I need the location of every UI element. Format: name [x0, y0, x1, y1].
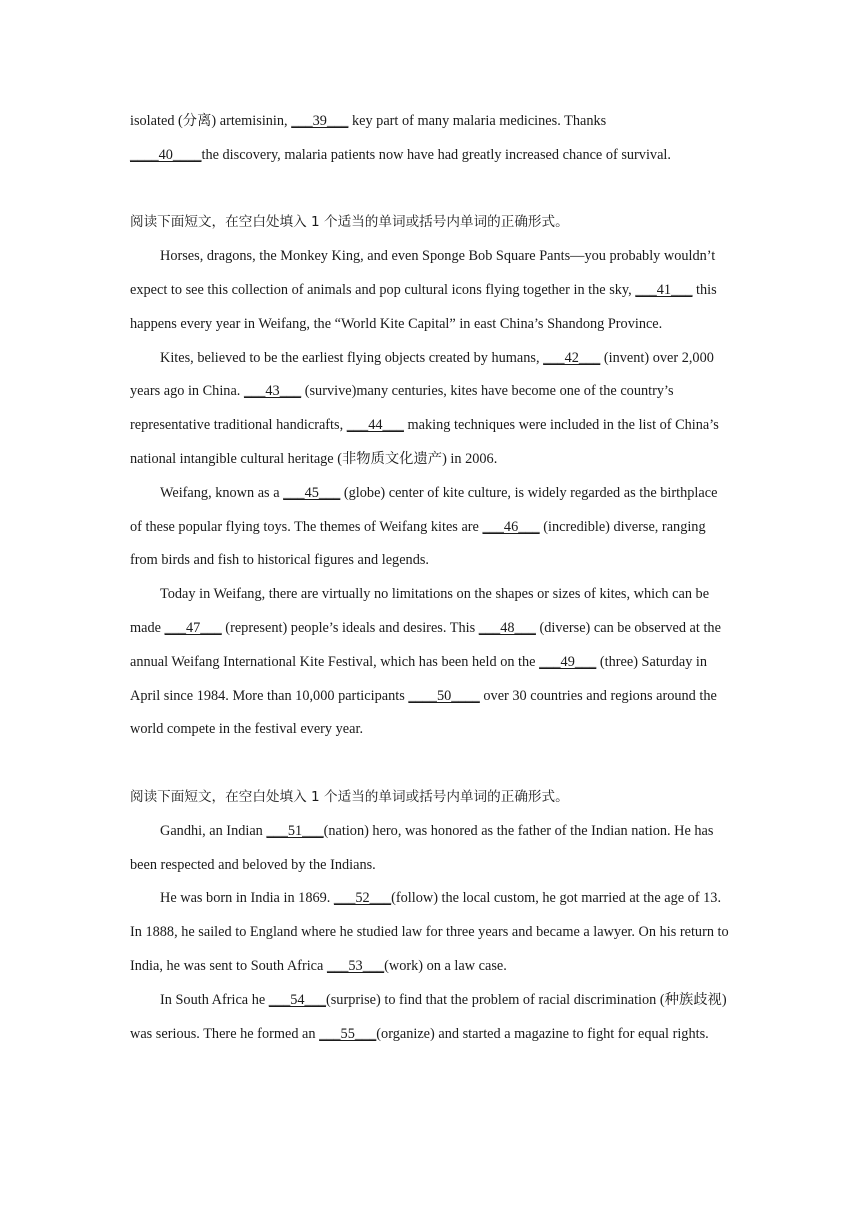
paragraph: Kites, believed to be the earliest flying objects created by humans, ___42___ (invent) over 2,000 years ago in China. ___43___ (survive)many centuries, kites have become one of the country’s representative traditional handicrafts, ___44___ making techniques were included in the list of China’s national intangible cultural heritage (非物质文化遗产) in 2006.	[130, 349, 719, 467]
section-instruction: 阅读下面短文，在空白处填入 1 个适当的单词或括号内单词的正确形式。	[130, 788, 569, 805]
section-gandhi	[130, 781, 730, 1051]
paragraph: Today in Weifang, there are virtually no limitations on the shapes or sizes of kites, which can be made ___47___ (represent) people’s ideals and desires. This ___48___ (diverse) can be observed at the annual Weifang International Kite Festival, which has been held on the ___49___ (three) Saturday in April since 1984. More than 10,000 participants ____50____ over 30 countries and regions around the world compete in the festival every year.	[130, 586, 721, 738]
blank-46[interactable]: ___46___	[482, 518, 540, 535]
passage-line: isolated (分离) artemisinin, ___39___ key part of many malaria medicines. Thanks	[130, 113, 607, 129]
page-content	[130, 105, 730, 1051]
paragraph: Gandhi, an Indian ___51___(nation) hero, was honored as the father of the Indian nation. He has been respected and beloved by the Indians.	[130, 822, 714, 873]
paragraph: Weifang, known as a ___45___ (globe) center of kite culture, is widely regarded as the birthplace of these popular flying toys. The themes of Weifang kites are ___46___ (incredible) diverse, ranging from birds and fish to historical figures and legends.	[130, 484, 718, 569]
paragraph: He was born in India in 1869. ___52___(follow) the local custom, he got married at the age of 13. In 1888, he sailed to England where he studied law for three years and became a lawyer. On his return to India, he was sent to South Africa ___53___(work) on a law case.	[130, 890, 729, 974]
blank-42[interactable]: ___42___	[543, 349, 601, 366]
blank-54[interactable]: ___54___	[268, 991, 326, 1008]
blank-45[interactable]: ___45___	[283, 484, 341, 501]
blank-43[interactable]: ___43___	[243, 383, 302, 400]
blank-39[interactable]: ___39___	[291, 113, 349, 129]
blank-48[interactable]: ___48___	[478, 619, 536, 636]
blank-55[interactable]: ___55___	[319, 1025, 377, 1042]
blank-52[interactable]: ___52___	[333, 890, 392, 907]
blank-51[interactable]: ___51___	[266, 822, 324, 839]
section-weifang-kites	[130, 206, 730, 747]
blank-47[interactable]: ___47___	[164, 619, 222, 636]
blank-50[interactable]: ____50____	[408, 687, 480, 704]
blank-49[interactable]: ___49___	[539, 653, 597, 670]
paragraph: Horses, dragons, the Monkey King, and even Sponge Bob Square Pants—you probably wouldn’t expect to see this collection of animals and pop cultural icons flying together in the sky, ___41___ this happens every year in Weifang, the “World Kite Capital” in east China’s Shandong Province.	[130, 248, 717, 332]
paragraph: In South Africa he ___54___(surprise) to find that the problem of racial discrimination (种族歧视) was serious. There he formed an ___55___(organize) and started a magazine to fight for equal rights.	[130, 991, 727, 1042]
blank-53[interactable]: ___53___	[326, 957, 385, 974]
blank-44[interactable]: ___44___	[346, 417, 404, 434]
section-instruction: 阅读下面短文，在空白处填入 1 个适当的单词或括号内单词的正确形式。	[130, 214, 569, 231]
passage-line: ____40____the discovery, malaria patients now have had greatly increased chance of survival.	[130, 146, 671, 163]
blank-40[interactable]: ____40____	[130, 146, 202, 163]
blank-41[interactable]: ___41___	[635, 281, 693, 298]
